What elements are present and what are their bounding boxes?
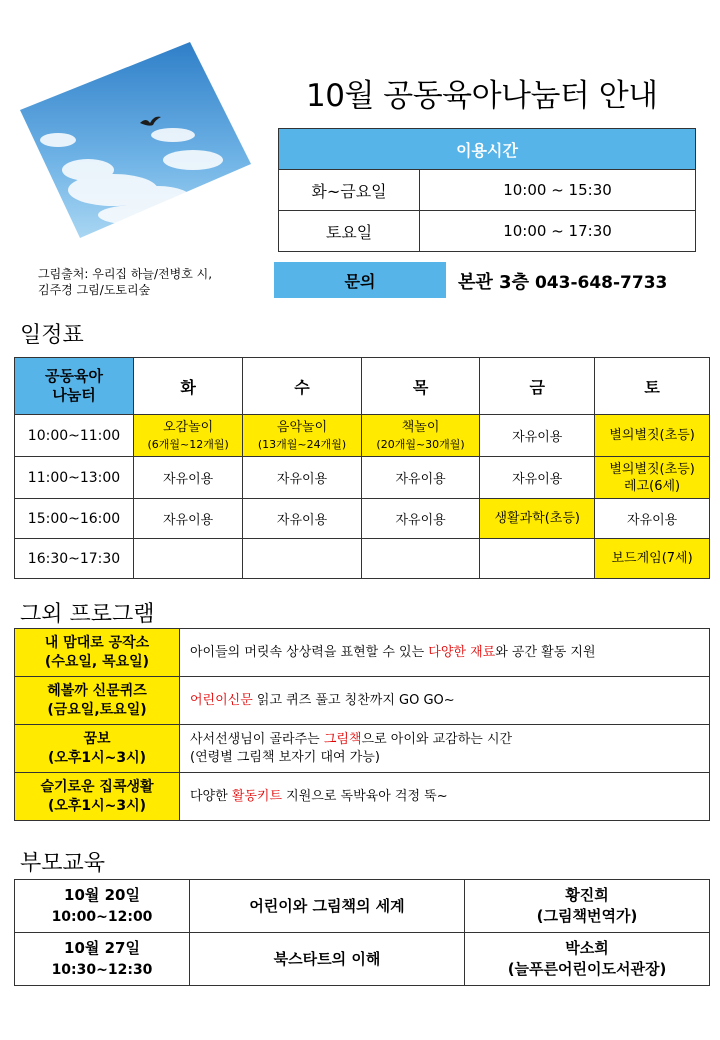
programs-heading: 그외 프로그램 (20, 602, 155, 627)
description-text: 읽고 퀴즈 풀고 칭찬까지 GO GO~ (252, 692, 455, 708)
schedule-row (15, 499, 710, 539)
parent-edu-row (15, 880, 710, 933)
program-title: 꿈보 (83, 730, 111, 747)
schedule-cell (595, 539, 710, 579)
programs-table (14, 628, 710, 821)
hours-time: 10:00 ~ 17:30 (420, 211, 696, 252)
schedule-cell (243, 499, 362, 539)
edu-date (15, 933, 190, 986)
program-title: 헤볼까 신문퀴즈 (47, 682, 147, 699)
schedule-activity-detail: (20개월~30개월) (376, 437, 465, 451)
schedule-cell (134, 415, 243, 457)
hours-header: 이용시간 (279, 129, 696, 170)
speaker-role: (그림책번역가) (536, 907, 638, 925)
program-description (180, 725, 710, 773)
schedule-cell (361, 539, 480, 579)
highlight-text: 그림책 (323, 731, 362, 747)
hours-day: 화~금요일 (279, 170, 420, 211)
program-when: (금요일,토요일) (47, 701, 147, 718)
schedule-activity: 책놀이 (401, 419, 440, 435)
parent-edu-row (15, 933, 710, 986)
schedule-cell (480, 499, 595, 539)
highlight-text: 다양한 재료 (428, 644, 496, 660)
edu-topic: 어린이와 그림책의 세계 (190, 880, 465, 933)
schedule-activity: 자유이용 (395, 513, 446, 528)
edu-time: 10:30~12:30 (51, 961, 153, 978)
day-header: 화 (134, 358, 243, 415)
image-credit (38, 266, 212, 298)
schedule-row (15, 415, 710, 457)
program-name (15, 677, 180, 725)
schedule-cell (595, 415, 710, 457)
parents-table (14, 879, 710, 986)
program-name (15, 629, 180, 677)
day-header: 수 (243, 358, 362, 415)
schedule-cell (361, 457, 480, 499)
schedule-cell (480, 457, 595, 499)
description-text: 와 공간 활동 지원 (495, 644, 596, 660)
schedule-time: 10:00~11:00 (15, 415, 134, 457)
edu-speaker (465, 933, 710, 986)
program-title: 슬기로운 집콕생활 (40, 778, 154, 795)
hours-time: 10:00 ~ 15:30 (420, 170, 696, 211)
schedule-activity-detail: (13개월~24개월) (257, 437, 347, 451)
program-when: (수요일, 목요일) (44, 653, 150, 670)
schedule-cell (595, 457, 710, 499)
program-row (15, 677, 710, 725)
schedule-activity: 자유이용 (395, 472, 446, 487)
hours-row (279, 170, 696, 211)
edu-topic: 북스타트의 이해 (190, 933, 465, 986)
schedule-activity: 음악놀이 (276, 419, 328, 435)
edu-day: 10월 20일 (64, 885, 140, 904)
program-description (180, 629, 710, 677)
schedule-time: 16:30~17:30 (15, 539, 134, 579)
day-header: 목 (361, 358, 480, 415)
program-title: 내 맘대로 공작소 (44, 634, 150, 651)
sky-bird-picture (18, 40, 253, 240)
schedule-cell (243, 539, 362, 579)
description-text: (연령별 그림책 보자기 대여 가능) (190, 749, 380, 765)
edu-speaker (465, 880, 710, 933)
program-name (15, 725, 180, 773)
speaker-role: (늘푸른어린이도서관장) (507, 960, 667, 978)
program-description (180, 677, 710, 725)
inquiry-info (458, 268, 667, 294)
parents-heading: 부모교육 (20, 851, 106, 876)
edu-day: 10월 27일 (64, 938, 140, 957)
schedule-row (15, 539, 710, 579)
schedule-cell (595, 499, 710, 539)
sky-illustration (18, 40, 253, 240)
edu-date (15, 880, 190, 933)
schedule-activity-detail: 레고(6세) (624, 478, 681, 494)
schedule-activity: 자유이용 (163, 513, 214, 528)
schedule-heading: 일정표 (20, 323, 84, 348)
schedule-activity: 자유이용 (276, 472, 328, 487)
schedule-time: 11:00~13:00 (15, 457, 134, 499)
schedule-cell (243, 415, 362, 457)
highlight-text: 활동키트 (231, 788, 283, 804)
description-text: 아이들의 머릿속 상상력을 표현할 수 있는 (190, 644, 429, 660)
schedule-activity: 별의별짓(초등) (609, 461, 695, 477)
schedule-activity: 자유이용 (626, 513, 678, 528)
schedule-activity: 오감놀이 (163, 419, 214, 435)
credit-line-2: 김주경 그림/도토리숲 (38, 283, 151, 297)
hours-table (278, 128, 696, 252)
schedule-activity: 자유이용 (512, 472, 563, 487)
hours-day: 토요일 (279, 211, 420, 252)
description-text: 지원으로 독박육아 걱정 뚝~ (282, 788, 448, 804)
hours-row (279, 211, 696, 252)
description-text: 사서선생님이 골라주는 (190, 731, 324, 747)
description-text: 으로 아이와 교감하는 시간 (361, 731, 513, 747)
schedule-activity: 별의별짓(초등) (609, 428, 695, 443)
schedule-table (14, 357, 710, 579)
schedule-activity: 자유이용 (512, 430, 563, 445)
inquiry-place: 본관 3층 (458, 272, 529, 293)
schedule-row (15, 457, 710, 499)
program-row (15, 725, 710, 773)
schedule-corner (15, 358, 134, 415)
schedule-cell (361, 415, 480, 457)
description-text: 다양한 (190, 788, 232, 804)
schedule-cell (243, 457, 362, 499)
program-row (15, 629, 710, 677)
schedule-activity: 자유이용 (276, 513, 328, 528)
schedule-activity-detail: (6개월~12개월) (147, 437, 229, 451)
schedule-activity: 생활과학(초등) (494, 511, 580, 526)
program-when: (오후1시~3시) (47, 749, 147, 766)
speaker-name: 박소희 (565, 939, 609, 957)
schedule-time: 15:00~16:00 (15, 499, 134, 539)
schedule-cell (134, 457, 243, 499)
schedule-cell (480, 415, 595, 457)
page-title: 10월 공동육아나눔터 안내 (306, 78, 658, 114)
schedule-cell (361, 499, 480, 539)
program-description (180, 773, 710, 821)
credit-line-1: 그림출처: 우리집 하늘/전병호 시, (38, 267, 213, 281)
speaker-name: 황진희 (565, 886, 609, 904)
day-header: 토 (595, 358, 710, 415)
schedule-activity: 보드게임(7세) (611, 551, 693, 566)
program-when: (오후1시~3시) (47, 797, 147, 814)
corner-line-1: 공동육아 (45, 367, 103, 385)
program-name (15, 773, 180, 821)
day-header: 금 (480, 358, 595, 415)
schedule-cell (134, 499, 243, 539)
schedule-cell (134, 539, 243, 579)
schedule-activity: 자유이용 (163, 472, 214, 487)
highlight-text: 어린이신문 (190, 692, 253, 708)
inquiry-label: 문의 (274, 262, 446, 298)
schedule-cell (480, 539, 595, 579)
edu-time: 10:00~12:00 (51, 908, 153, 925)
program-row (15, 773, 710, 821)
inquiry-phone: 043-648-7733 (534, 273, 668, 293)
corner-line-2: 나눔터 (52, 386, 96, 404)
